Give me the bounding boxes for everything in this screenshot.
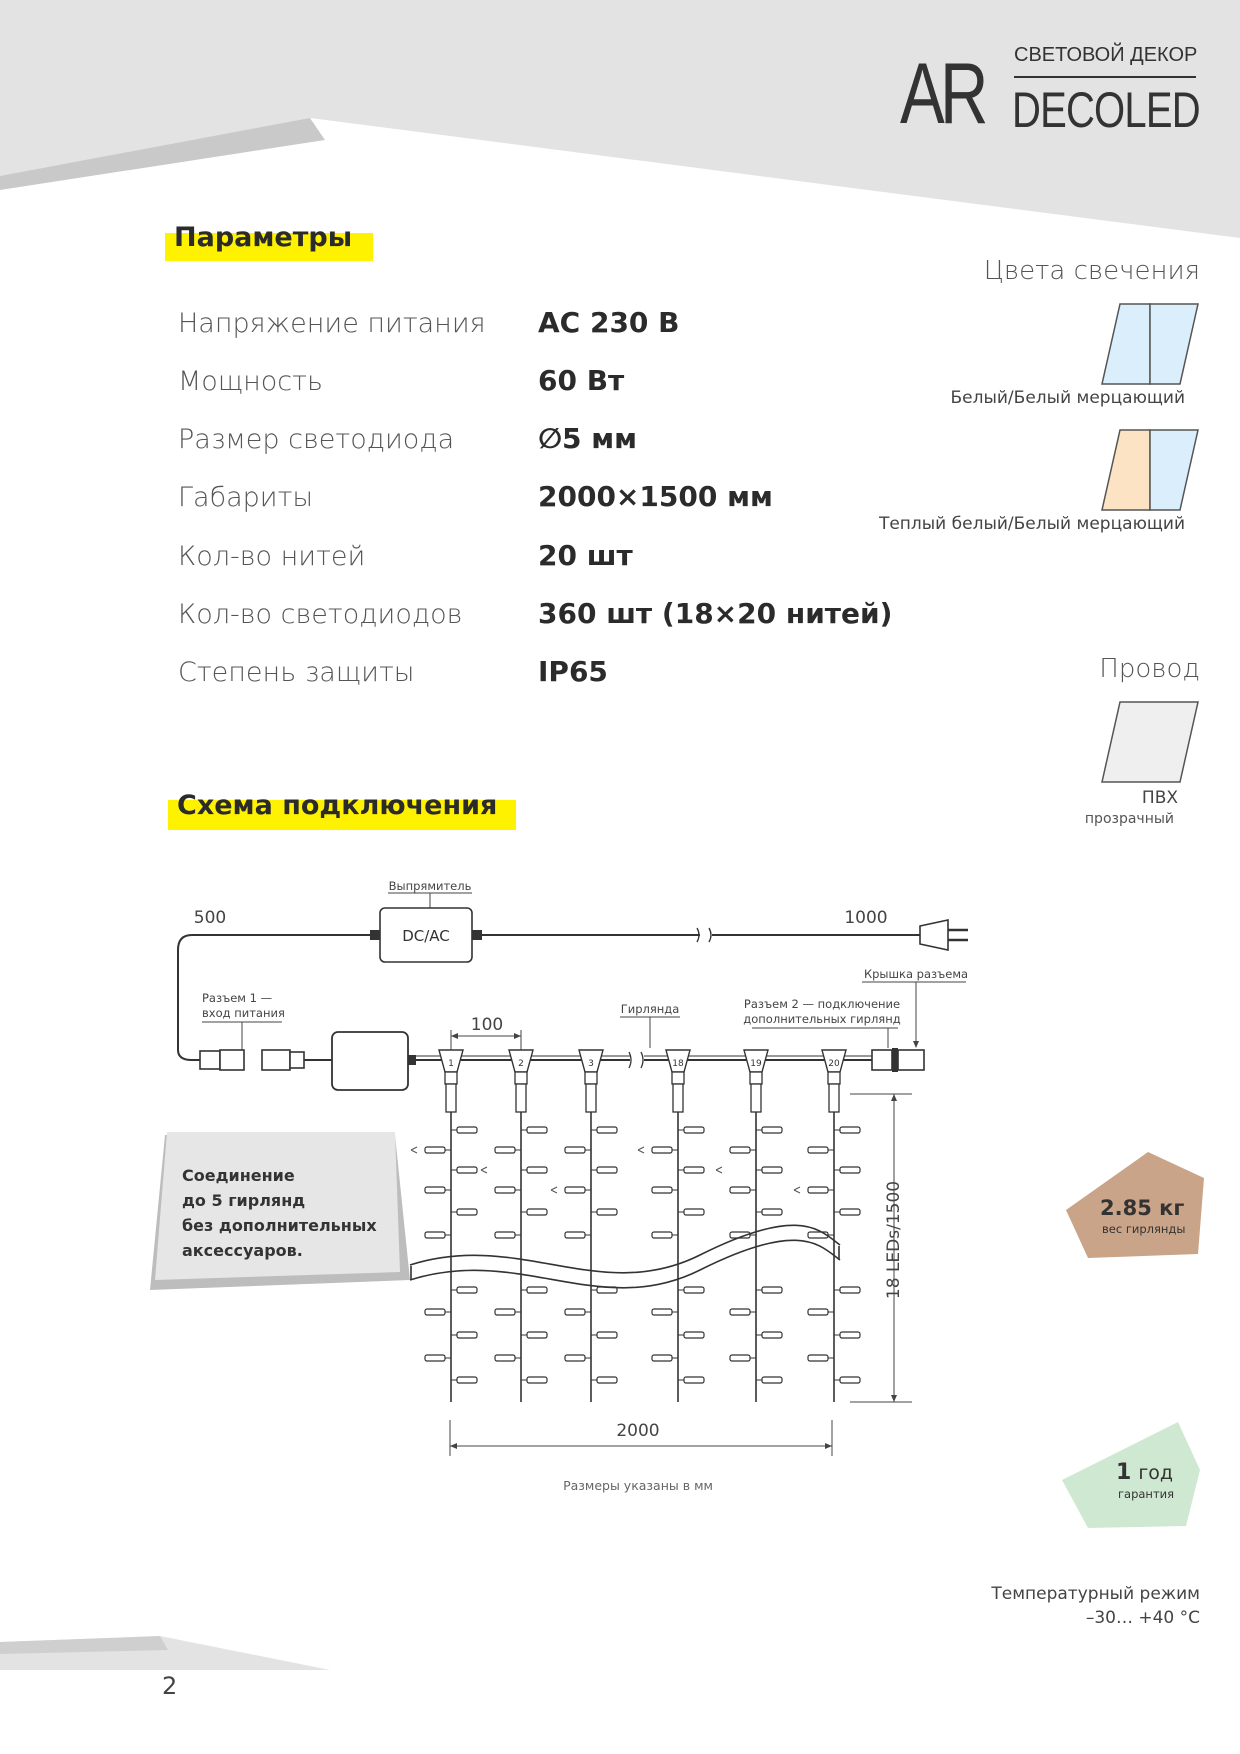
param-label: Напряжение питания <box>178 308 486 339</box>
led <box>527 1209 547 1215</box>
footer-stripe <box>0 1630 340 1670</box>
led <box>762 1377 782 1383</box>
led <box>495 1232 515 1238</box>
controller-box <box>332 1032 408 1090</box>
conn2-line1: Разъем 2 — подключение <box>743 997 901 1011</box>
wire-sub: прозрачный <box>1084 811 1174 827</box>
led <box>597 1127 617 1133</box>
led <box>457 1209 477 1215</box>
led <box>730 1187 750 1193</box>
led <box>565 1355 585 1361</box>
led <box>457 1127 477 1133</box>
conn1-line2: вход питания <box>202 1006 285 1020</box>
led <box>652 1232 672 1238</box>
note-line: Соединение <box>182 1166 295 1185</box>
wire-title: Провод <box>1099 654 1200 684</box>
param-label: Мощность <box>178 366 323 397</box>
len-right: 1000 <box>844 908 888 928</box>
colors-title: Цвета свечения <box>983 256 1200 286</box>
led <box>684 1167 704 1173</box>
page-number: 2 <box>162 1672 178 1700</box>
conn2-line2: дополнительных гирлянд <box>743 1012 901 1026</box>
led <box>762 1167 782 1173</box>
weight-label: вес гирлянды <box>1102 1222 1186 1236</box>
note-line: аксессуаров. <box>182 1241 303 1260</box>
direction-arrow <box>551 1187 557 1193</box>
garland-label: Гирлянда <box>620 1002 680 1016</box>
led <box>527 1332 547 1338</box>
led <box>808 1232 828 1238</box>
led <box>565 1187 585 1193</box>
led <box>684 1377 704 1383</box>
direction-arrow <box>638 1147 644 1153</box>
rectifier-label: Выпрямитель <box>388 879 472 893</box>
led <box>597 1377 617 1383</box>
led <box>840 1287 860 1293</box>
param-label: Размер светодиода <box>178 424 455 455</box>
led <box>565 1309 585 1315</box>
params-title: Параметры <box>174 222 353 253</box>
led <box>684 1127 704 1133</box>
led <box>730 1309 750 1315</box>
led <box>425 1232 445 1238</box>
led <box>730 1147 750 1153</box>
color-caption: Теплый белый/Белый мерцающий <box>878 514 1185 534</box>
led <box>762 1127 782 1133</box>
strand-number: 1 <box>448 1059 454 1069</box>
led <box>840 1127 860 1133</box>
height-label: 18 LEDs/1500 <box>884 1180 904 1300</box>
param-value: IP65 <box>538 655 608 688</box>
led <box>425 1355 445 1361</box>
note-line: до 5 гирлянд <box>182 1191 306 1210</box>
led <box>652 1147 672 1153</box>
led <box>425 1147 445 1153</box>
color-caption: Белый/Белый мерцающий <box>950 388 1185 408</box>
logo-word: DECOLED <box>1012 82 1200 138</box>
led <box>457 1377 477 1383</box>
param-value: 360 шт (18×20 нитей) <box>538 597 893 630</box>
conn1-line1: Разъем 1 — <box>202 991 273 1005</box>
direction-arrow <box>794 1187 800 1193</box>
wire-swatch <box>1100 700 1200 784</box>
temp-line1: Температурный режим <box>991 1584 1200 1604</box>
led <box>597 1332 617 1338</box>
led <box>527 1127 547 1133</box>
wire-name: ПВХ <box>1141 788 1178 808</box>
led <box>457 1332 477 1338</box>
len-left: 500 <box>193 908 227 928</box>
cap-label: Крышка разъема <box>863 967 969 981</box>
spacing-label: 100 <box>470 1015 504 1035</box>
led <box>762 1209 782 1215</box>
strand-number: 19 <box>750 1059 762 1069</box>
logo-tagline: СВЕТОВОЙ ДЕКОР <box>1014 44 1198 66</box>
led <box>565 1232 585 1238</box>
led <box>457 1287 477 1293</box>
param-label: Габариты <box>178 482 314 513</box>
strand-number: 18 <box>672 1059 684 1069</box>
scheme-title: Схема подключения <box>177 790 498 821</box>
led <box>684 1209 704 1215</box>
direction-arrow <box>716 1167 722 1173</box>
led <box>730 1355 750 1361</box>
warranty-value <box>1116 1460 1173 1485</box>
warranty-number: 1 <box>1116 1460 1132 1485</box>
param-value: AC 230 В <box>538 306 680 339</box>
led <box>495 1355 515 1361</box>
color-swatch-white <box>1100 302 1200 386</box>
param-value: ∅5 мм <box>538 422 637 455</box>
led <box>652 1187 672 1193</box>
led <box>527 1167 547 1173</box>
led <box>808 1187 828 1193</box>
led <box>597 1167 617 1173</box>
led <box>840 1167 860 1173</box>
warranty-unit: год <box>1138 1462 1174 1484</box>
led <box>495 1309 515 1315</box>
temp-line2: –30… +40 °C <box>1085 1608 1200 1628</box>
strand-number: 20 <box>828 1059 840 1069</box>
led <box>808 1309 828 1315</box>
note-text <box>182 1163 377 1263</box>
led <box>840 1209 860 1215</box>
led <box>457 1167 477 1173</box>
led <box>684 1287 704 1293</box>
param-label: Кол-во светодиодов <box>178 599 463 630</box>
led <box>565 1147 585 1153</box>
led <box>652 1309 672 1315</box>
led <box>652 1355 672 1361</box>
plug-icon <box>920 920 948 950</box>
led <box>840 1377 860 1383</box>
logo-divider <box>1014 76 1196 78</box>
led <box>808 1355 828 1361</box>
param-value: 60 Вт <box>538 364 625 397</box>
led <box>527 1377 547 1383</box>
param-value: 2000×1500 мм <box>538 480 773 513</box>
strand-number: 3 <box>588 1059 594 1069</box>
strand-number: 2 <box>518 1059 524 1069</box>
param-value: 20 шт <box>538 539 633 572</box>
note-line: без дополнительных <box>182 1216 377 1235</box>
led <box>762 1287 782 1293</box>
units-note: Размеры указаны в мм <box>563 1478 713 1493</box>
direction-arrow <box>481 1167 487 1173</box>
width-label: 2000 <box>616 1421 660 1441</box>
led <box>527 1287 547 1293</box>
warranty-label: гарантия <box>1118 1487 1175 1501</box>
led <box>495 1147 515 1153</box>
led <box>425 1309 445 1315</box>
led <box>762 1332 782 1338</box>
brand-logo <box>900 40 1200 150</box>
weight-value: 2.85 кг <box>1100 1196 1185 1220</box>
led <box>597 1209 617 1215</box>
led <box>808 1147 828 1153</box>
led <box>495 1187 515 1193</box>
param-label: Степень защиты <box>178 657 415 688</box>
color-swatch-warm <box>1100 428 1200 512</box>
rectifier-text: DC/AC <box>402 927 450 945</box>
param-label: Кол-во нитей <box>178 541 366 572</box>
led <box>684 1332 704 1338</box>
led <box>425 1187 445 1193</box>
led <box>840 1332 860 1338</box>
logo-letters: AR <box>900 46 984 142</box>
